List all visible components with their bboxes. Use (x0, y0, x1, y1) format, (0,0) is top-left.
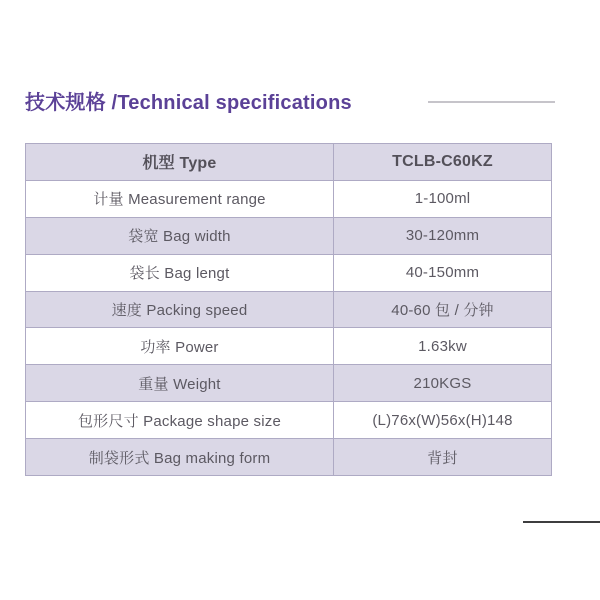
table-row (26, 254, 551, 291)
title-rule-line (428, 101, 555, 103)
row-value-cell: 210KGS (333, 365, 551, 401)
table-row (26, 180, 551, 217)
table-row (26, 217, 551, 254)
page-title: 技术规格 /Technical specifications (25, 92, 352, 114)
header-value-cell: TCLB-C60KZ (333, 144, 551, 180)
row-value-cell: 背封 (333, 439, 551, 475)
row-value-cell: 40-60 包 / 分钟 (333, 292, 551, 328)
table-row (26, 364, 551, 401)
row-label-cell: 计量 Measurement range (93, 191, 266, 209)
table-row (26, 438, 551, 475)
row-value-cell: 30-120mm (333, 218, 551, 254)
spec-table (25, 143, 552, 476)
table-row (26, 401, 551, 438)
row-value-cell: 1.63kw (333, 328, 551, 364)
row-label-cell: 袋长 Bag lengt (129, 265, 230, 283)
row-label-cell: 速度 Packing speed (111, 302, 248, 319)
header-label-cell: 机型 Type (142, 155, 217, 173)
row-value-cell: (L)76x(W)56x(H)148 (333, 402, 551, 438)
row-label-cell: 功率 Power (140, 338, 219, 356)
table-row (26, 291, 551, 328)
row-value-cell: 40-150mm (333, 255, 551, 291)
footer-accent-line (523, 521, 600, 523)
row-value-cell: 1-100ml (333, 181, 551, 217)
row-label-cell: 制袋形式 Bag making form (88, 449, 271, 467)
row-label-cell: 包形尺寸 Package shape size (77, 412, 282, 430)
table-row (26, 327, 551, 364)
table-header-row (26, 144, 551, 180)
row-label-cell: 重量 Weight (138, 375, 221, 393)
row-label-cell: 袋宽 Bag width (128, 228, 231, 246)
